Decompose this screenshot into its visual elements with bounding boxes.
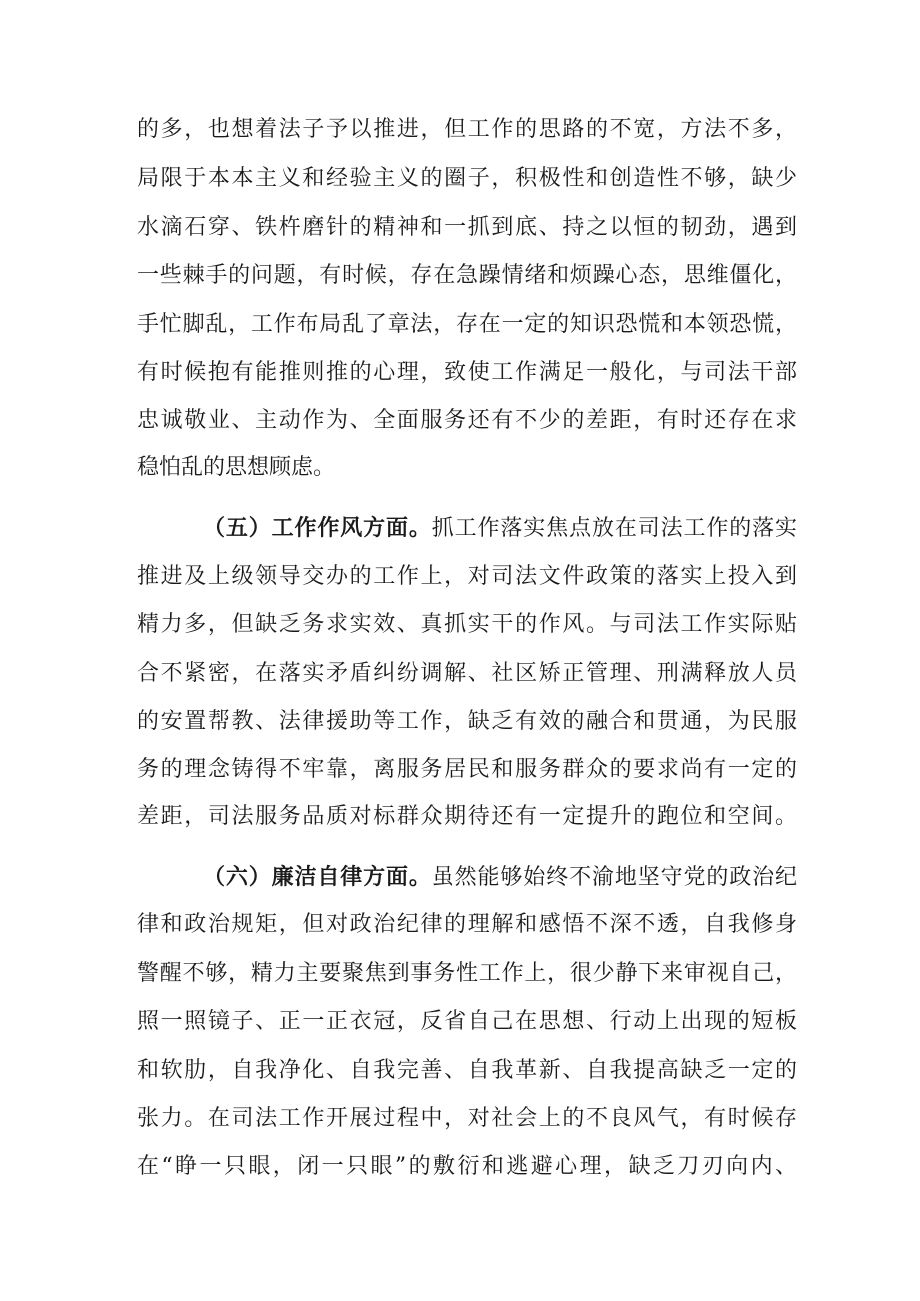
paragraph-line: 在“睁一只眼，闭一只眼”的敷衍和逃避心理，缺乏刀刃向内、 [137, 1154, 797, 1179]
section-5-first-line [203, 510, 797, 546]
paragraph-line: 合不紧密，在落实矛盾纠纷调解、社区矫正管理、刑满释放人员 [137, 661, 797, 686]
section-6-heading: （六）廉洁自律方面。 [203, 864, 432, 890]
paragraph-line: 水滴石穿、铁杵磨针的精神和一抓到底、持之以恒的韧劲，遇到 [137, 215, 797, 240]
paragraph-line: 张力。在司法工作开展过程中，对社会上的不良风气，有时候存 [137, 1106, 797, 1131]
paragraph-line: 警醒不够，精力主要聚焦到事务性工作上，很少静下来审视自己， [137, 961, 797, 986]
paragraph-line: 稳怕乱的思想顾虑。 [137, 455, 336, 480]
paragraph-line: 差距，司法服务品质对标群众期待还有一定提升的跑位和空间。 [137, 804, 797, 829]
paragraph-line: 有时候抱有能推则推的心理，致使工作满足一般化，与司法干部 [137, 360, 797, 385]
paragraph-line: 一些棘手的问题，有时候，存在急躁情绪和烦躁心态，思维僵化， [137, 263, 797, 288]
paragraph-line: 精力多，但缺乏务求实效、真抓实干的作风。与司法工作实际贴 [137, 612, 797, 637]
paragraph-line: 忠诚敬业、主动作为、全面服务还有不少的差距，有时还存在求 [137, 408, 797, 433]
paragraph-line: 局限于本本主义和经验主义的圈子，积极性和创造性不够，缺少 [137, 166, 797, 191]
paragraph-line: 的安置帮教、法律援助等工作，缺乏有效的融合和贯通，为民服 [137, 709, 797, 734]
paragraph-line: 律和政治规矩，但对政治纪律的理解和感悟不深不透，自我修身 [137, 912, 797, 937]
paragraph-line: 和软肋，自我净化、自我完善、自我革新、自我提高缺乏一定的 [137, 1058, 797, 1083]
section-5-first-line-text: 抓工作落实焦点放在司法工作的落实 [431, 516, 797, 541]
paragraph-line: 照一照镜子、正一正衣冠，反省自己在思想、行动上出现的短板 [137, 1009, 797, 1034]
paragraph-line: 的多，也想着法子予以推进，但工作的思路的不宽，方法不多， [137, 117, 797, 142]
paragraph-line: 务的理念铸得不牢靠，离服务居民和服务群众的要求尚有一定的 [137, 757, 797, 782]
section-6-first-line [203, 859, 797, 895]
section-6-first-line-text: 虽然能够始终不渝地坚守党的政治纪 [431, 865, 797, 890]
paragraph-line: 推进及上级领导交办的工作上，对司法文件政策的落实上投入到 [137, 564, 797, 589]
section-5-heading: （五）工作作风方面。 [203, 515, 432, 541]
paragraph-line: 手忙脚乱，工作布局乱了章法，存在一定的知识恐慌和本领恐慌， [137, 312, 797, 337]
